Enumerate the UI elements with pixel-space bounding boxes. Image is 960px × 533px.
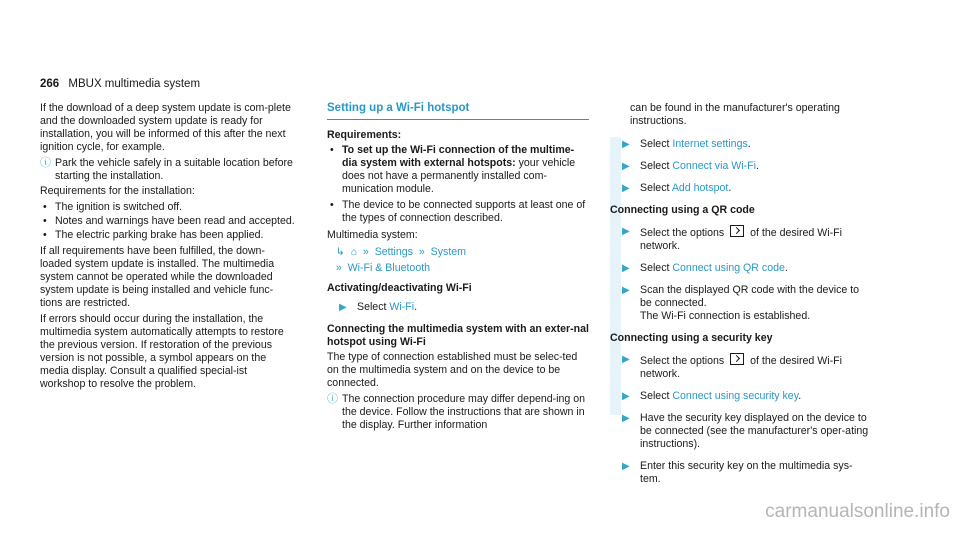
arrow-icon: ▶ <box>622 391 630 402</box>
arrow-icon: ▶ <box>622 461 630 472</box>
arrow-icon: ▶ <box>622 139 630 150</box>
requirement-rest: your vehicle does not have a permanently installed com-munication module. <box>342 157 576 195</box>
path-label: Multimedia system: <box>327 229 418 241</box>
chevron-icon: » <box>359 246 372 258</box>
tip-text: The connection procedure may differ depend-ing on the device. Follow the instructions that are shown in the display. Further information <box>342 393 586 431</box>
step-text: Select the options <box>640 227 728 239</box>
step-period: . <box>798 390 802 402</box>
connect-paragraph: The type of connection established must be selec-ted on the multimedia system and on the device to be connected. <box>327 351 578 389</box>
chevron-icon: » <box>327 262 345 274</box>
error-paragraph: If errors should occur during the installation, the multimedia system automatically attempts to restore the previous version. If restoration of the previous version is not possible, a symbol appears on the media display. Consult a qualified special-ist workshop to resolve the problem. <box>40 313 284 390</box>
path-settings: Settings <box>374 246 413 258</box>
step-period: . <box>728 182 732 194</box>
step <box>610 225 872 253</box>
path-start-icon: ↳ <box>327 246 348 258</box>
step <box>610 160 872 173</box>
page-header-title: MBUX multimedia system <box>68 78 201 90</box>
requirements-heading: Requirements: <box>327 129 402 141</box>
list-item: • The ignition is switched off. <box>40 201 295 214</box>
arrow-icon: ▶ <box>622 226 630 237</box>
info-icon: ⓘ <box>327 393 338 405</box>
options-box-icon <box>730 353 744 365</box>
step-text: Select <box>640 390 673 402</box>
arrow-icon: ▶ <box>622 354 630 365</box>
column-1 <box>40 102 295 394</box>
step-period: . <box>747 138 751 150</box>
step <box>610 390 872 403</box>
step-text: Scan the displayed QR code with the device to be connected. <box>640 284 860 309</box>
arrow-icon: ▶ <box>622 161 630 172</box>
step-result: The Wi-Fi connection is established. <box>640 310 811 322</box>
activate-heading: Activating/deactivating Wi-Fi <box>327 282 472 294</box>
list-item: • The device to be connected supports at least one of the types of connection described. <box>327 199 589 225</box>
step <box>610 412 872 451</box>
home-icon: ⌂ <box>350 246 358 258</box>
section-title: Setting up a Wi-Fi hotspot <box>327 102 589 120</box>
connect-heading: Connecting the multimedia system with an exter-nal hotspot using Wi-Fi <box>327 323 589 348</box>
watermark: carmanualsonline.info <box>765 501 950 522</box>
list-item: • Notes and warnings have been read and accepted. <box>40 215 295 228</box>
page-header <box>40 78 200 90</box>
step <box>610 284 872 323</box>
list-item: • The electric parking brake has been applied. <box>40 229 295 242</box>
continued-text: can be found in the manufacturer's operating instructions. <box>630 102 840 127</box>
column-2 <box>327 102 589 434</box>
path-wifi-bluetooth: Wi-Fi & Bluetooth <box>347 262 431 274</box>
menu-path <box>327 244 589 276</box>
step: ▶ Select Wi-Fi. <box>339 301 418 313</box>
step <box>610 138 872 151</box>
requirement-bold: To set up the Wi-Fi connection of the multime-dia system with external hotspots: <box>342 144 575 169</box>
step-text: Enter this security key on the multimedia sys-tem. <box>640 460 853 485</box>
step-text: Select <box>640 138 673 150</box>
step <box>610 353 872 381</box>
step <box>610 460 872 486</box>
arrow-icon: ▶ <box>622 413 630 424</box>
security-key-heading: Connecting using a security key <box>610 332 773 344</box>
info-icon: ⓘ <box>40 157 51 169</box>
step-link: Internet settings <box>672 138 748 150</box>
step-period: . <box>755 160 759 172</box>
step-text: Select <box>640 182 672 194</box>
step-link: Wi-Fi <box>389 301 415 313</box>
intro-paragraph: If the download of a deep system update is com-plete and the downloaded system update is ready for installation, you will be informed of this after the next ignition cycle, for example. <box>40 102 291 153</box>
requirements-intro: Requirements for the installation: <box>40 185 195 197</box>
page-number: 266 <box>40 78 60 90</box>
step-text: Select the options <box>640 355 728 367</box>
step-text: of the desired Wi-Fi network. <box>640 355 842 380</box>
column-3 <box>610 102 872 495</box>
step-period: . <box>784 262 788 274</box>
step-text: Have the security key displayed on the device to be connected (see the manufacturer's oper-ating instructions). <box>640 412 869 450</box>
step-text: Select <box>640 160 673 172</box>
step-link: Add hotspot <box>671 182 729 194</box>
arrow-icon: ▶ <box>339 302 347 313</box>
arrow-icon: ▶ <box>622 183 630 194</box>
tip-note <box>327 393 589 432</box>
list-item <box>327 144 589 196</box>
install-paragraph: If all requirements have been fulfilled, the down-loaded system update is installed. The multimedia system cannot be operated while the downloaded system update is being installed and vehicle func-tions are restricted. <box>40 245 275 309</box>
arrow-icon: ▶ <box>622 285 630 296</box>
step-text: of the desired Wi-Fi network. <box>640 227 842 252</box>
chevron-icon: » <box>415 246 428 258</box>
path-system: System <box>430 246 466 258</box>
step-text: Select <box>640 262 673 274</box>
tip-note <box>40 157 295 183</box>
step-link: Connect via Wi-Fi <box>672 160 756 172</box>
options-box-icon <box>730 225 744 237</box>
step-link: Connect using QR code <box>672 262 785 274</box>
arrow-icon: ▶ <box>622 263 630 274</box>
step <box>610 262 872 275</box>
qr-heading: Connecting using a QR code <box>610 204 755 216</box>
step-text: Select <box>357 301 390 313</box>
tip-text: Park the vehicle safely in a suitable location before starting the installation. <box>55 157 293 182</box>
step-link: Connect using security key <box>672 390 799 402</box>
step <box>610 182 872 195</box>
